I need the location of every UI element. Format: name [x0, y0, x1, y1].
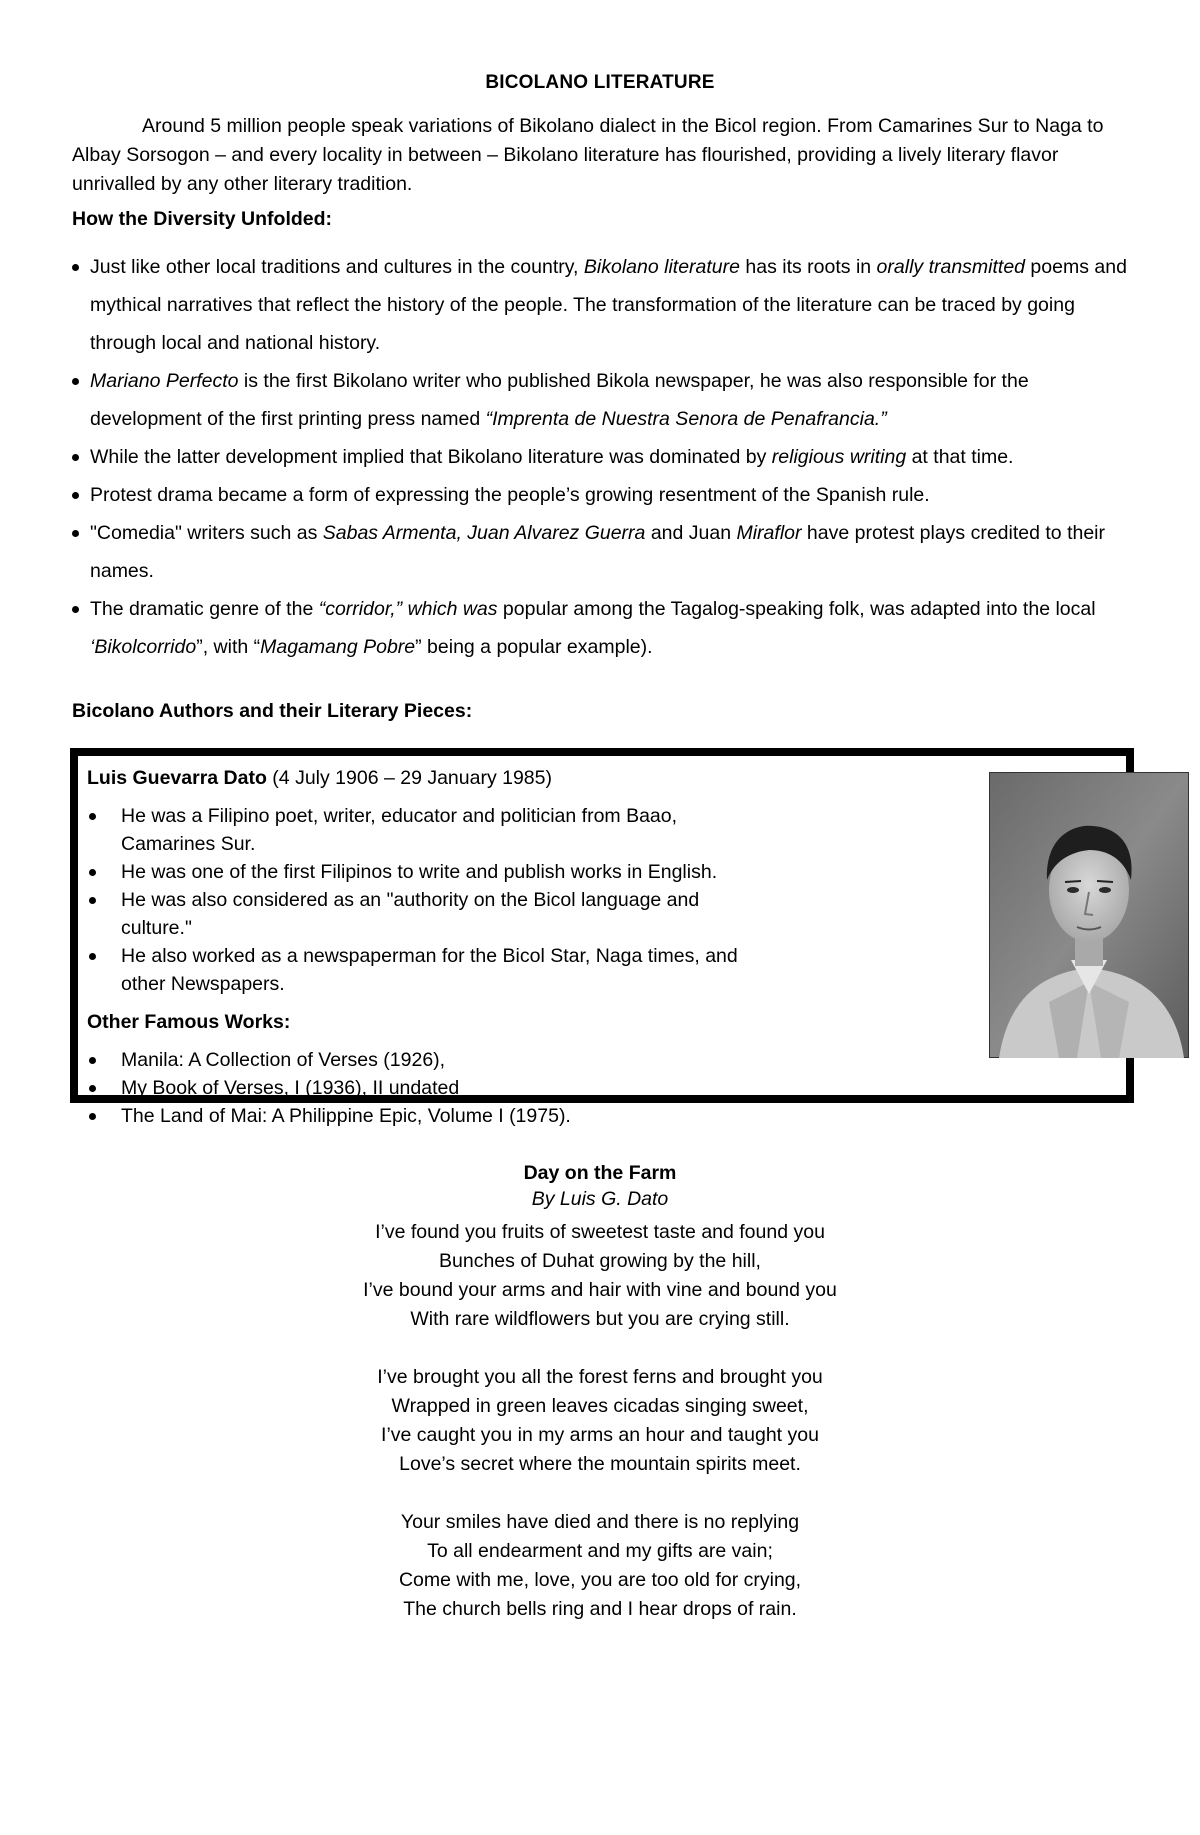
list-item: Just like other local traditions and cultures in the country, Bikolano literature has its roots in orally transmitted poems and mythical narratives that reflect the history of the people. The transformation of the literature can be traced by going through local and national history.: [72, 248, 1142, 362]
author-name-line: [87, 764, 767, 792]
poem-line: I’ve caught you in my arms an hour and taught you: [381, 1424, 819, 1446]
author-name: Luis Guevarra Dato: [87, 767, 267, 789]
poem-stanza: [0, 1218, 1200, 1334]
list-item: Mariano Perfecto is the first Bikolano writer who published Bikola newspaper, he was also responsible for the development of the first printing press named “Imprenta de Nuestra Senora de Penafrancia.”: [72, 362, 1142, 438]
poem: [0, 1160, 1200, 1653]
list-item: He also worked as a newspaperman for the Bicol Star, Naga times, and other Newspapers.: [87, 942, 767, 998]
authors-heading: Bicolano Authors and their Literary Pieces:: [72, 700, 473, 722]
list-item: While the latter development implied that Bikolano literature was dominated by religious writing at that time.: [72, 438, 1142, 476]
works-heading: Other Famous Works:: [87, 1011, 291, 1033]
poem-line: Love’s secret where the mountain spirits meet.: [399, 1453, 801, 1475]
diversity-heading: How the Diversity Unfolded:: [72, 208, 333, 230]
author-box: [70, 748, 1134, 1127]
poem-title: Day on the Farm: [523, 1162, 677, 1184]
list-item: The Land of Mai: A Philippine Epic, Volume I (1975).: [87, 1102, 767, 1130]
diversity-list: [72, 248, 1142, 666]
poem-line: Bunches of Duhat growing by the hill,: [439, 1250, 761, 1272]
list-item: The dramatic genre of the “corridor,” which was popular among the Tagalog-speaking folk, was adapted into the local ‘Bikolcorrido”, with “Magamang Pobre” being a popular example).: [72, 590, 1142, 666]
list-item: Protest drama became a form of expressing the people’s growing resentment of the Spanish rule.: [72, 476, 1142, 514]
intro-paragraph: Around 5 million people speak variations of Bikolano dialect in the Bicol region. From Camarines Sur to Naga to Albay Sorsogon – and every locality in between – Bikolano literature has flourished, providing a lively literary flavor unrivalled by any other literary tradition.: [72, 115, 1104, 195]
poem-line: With rare wildflowers but you are crying still.: [410, 1308, 790, 1330]
list-item: Manila: A Collection of Verses (1926),: [87, 1046, 767, 1074]
list-item: "Comedia" writers such as Sabas Armenta, Juan Alvarez Guerra and Juan Miraflor have protest plays credited to their names.: [72, 514, 1142, 590]
list-item: He was also considered as an "authority on the Bicol language and culture.": [87, 886, 767, 942]
poem-author: By Luis G. Dato: [531, 1188, 669, 1210]
poem-line: To all endearment and my gifts are vain;: [427, 1540, 773, 1562]
works-list: [87, 1046, 767, 1130]
poem-line: Come with me, love, you are too old for crying,: [398, 1569, 802, 1591]
author-facts-list: [87, 802, 767, 998]
author-dates: (4 July 1906 – 29 January 1985): [266, 767, 552, 789]
page-title: BICOLANO LITERATURE: [485, 72, 715, 93]
author-portrait: [989, 772, 1189, 1058]
poem-line: Your smiles have died and there is no replying: [400, 1511, 800, 1533]
list-item: He was one of the first Filipinos to write and publish works in English.: [87, 858, 767, 886]
poem-stanza: [0, 1508, 1200, 1624]
poem-line: Wrapped in green leaves cicadas singing sweet,: [391, 1395, 809, 1417]
list-item: He was a Filipino poet, writer, educator and politician from Baao, Camarines Sur.: [87, 802, 767, 858]
poem-line: The church bells ring and I hear drops of rain.: [403, 1598, 797, 1620]
poem-stanza: [0, 1363, 1200, 1479]
poem-line: I’ve found you fruits of sweetest taste and found you: [375, 1221, 825, 1243]
list-item: My Book of Verses, I (1936), II undated: [87, 1074, 767, 1102]
poem-line: I’ve brought you all the forest ferns and brought you: [377, 1366, 823, 1388]
author-details: [87, 764, 767, 1130]
poem-line: I’ve bound your arms and hair with vine and bound you: [363, 1279, 837, 1301]
